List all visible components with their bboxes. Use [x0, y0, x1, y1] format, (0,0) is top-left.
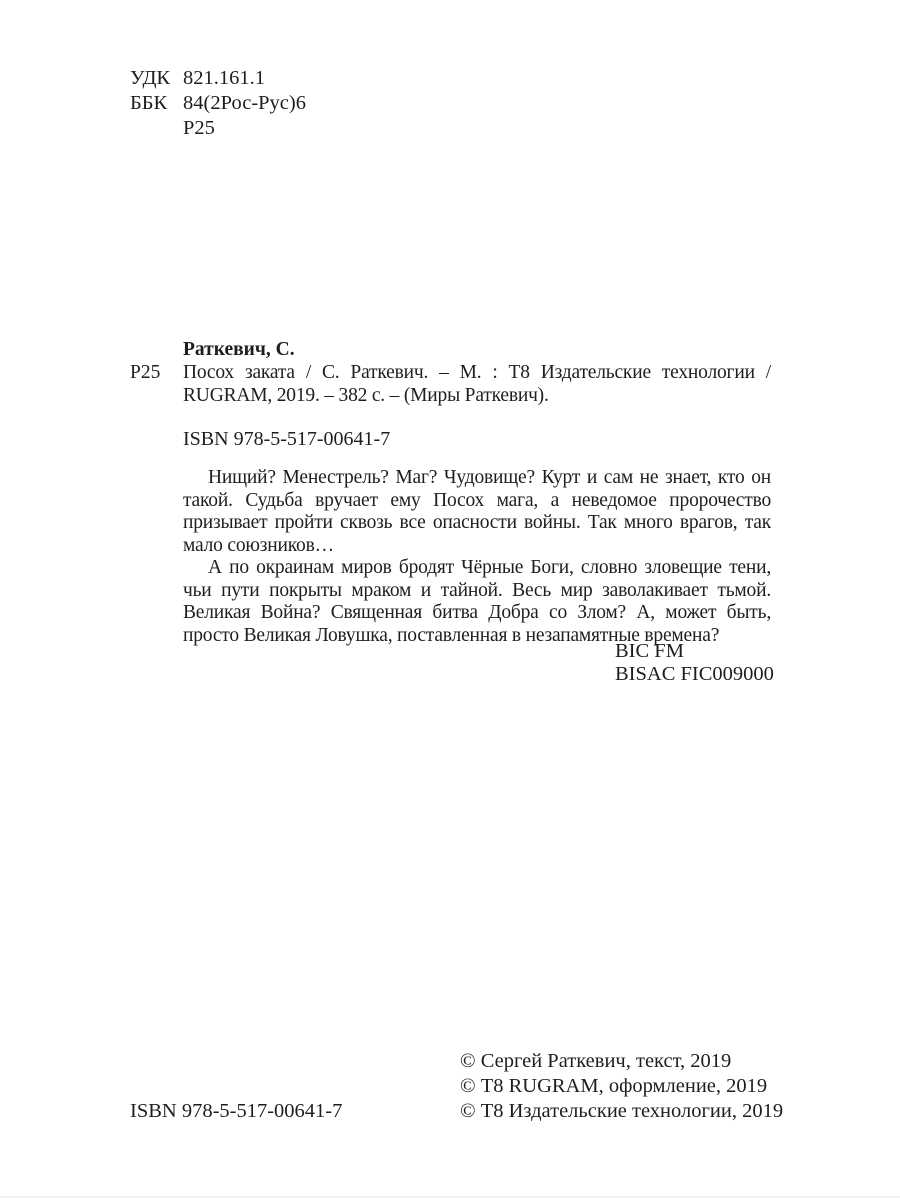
catalog-entry	[130, 361, 771, 407]
bbk-value: 84(2Рос-Рус)6	[183, 92, 306, 114]
annotation-block	[183, 467, 771, 647]
trade-codes-block	[615, 640, 774, 686]
copyright-line-publisher: © Т8 Издательские технологии, 2019	[460, 1100, 784, 1122]
copyright-block	[460, 1049, 783, 1124]
catalog-entry-code: Р25	[130, 362, 161, 383]
classification-block	[130, 66, 306, 141]
footer-isbn: ISBN 978-5-517-00641-7	[130, 1100, 343, 1122]
bbk-label: ББК	[130, 92, 168, 114]
annotation-paragraph-2: А по окраинам миров бродят Чёрные Боги, словно зловещие тени, чьи пути покрыты мраком и тайной. Весь мир заволакивает тьмой. Великая Война? Священная битва Добра со Злом? А, может быть, просто Великая Ловушка, поставленная в незапамятные времена?	[183, 557, 771, 646]
annotation-paragraph-1: Нищий? Менестрель? Маг? Чудовище? Курт и сам не знает, кто он такой. Судьба вручает ему Посох мага, а неведомое пророчество призывает пройти сквозь все опасности войны. Так много врагов, так мало союзников…	[183, 467, 771, 556]
udk-value: 821.161.1	[183, 67, 265, 89]
udk-row	[130, 66, 306, 91]
bic-code: BIC FM	[615, 640, 684, 662]
catalog-entry-text: Посох заката / С. Раткевич. – М. : Т8 Издательские технологии / RUGRAM, 2019. – 382 с. – (Миры Раткевич).	[183, 362, 771, 406]
author-sign-row	[130, 116, 306, 141]
author-sign-spacer	[130, 116, 183, 141]
page-bottom-edge	[0, 1196, 900, 1198]
catalog-card	[130, 338, 771, 451]
bbk-row	[130, 91, 306, 116]
bisac-code: BISAC FIC009000	[615, 663, 774, 685]
copyright-line-design: © Т8 RUGRAM, оформление, 2019	[460, 1075, 768, 1097]
catalog-author-heading: Раткевич, С.	[183, 339, 295, 360]
copyright-line-author: © Сергей Раткевич, текст, 2019	[460, 1050, 732, 1072]
author-sign: Р25	[183, 117, 215, 139]
udk-label: УДК	[130, 67, 171, 89]
catalog-isbn: ISBN 978-5-517-00641-7	[183, 428, 391, 450]
